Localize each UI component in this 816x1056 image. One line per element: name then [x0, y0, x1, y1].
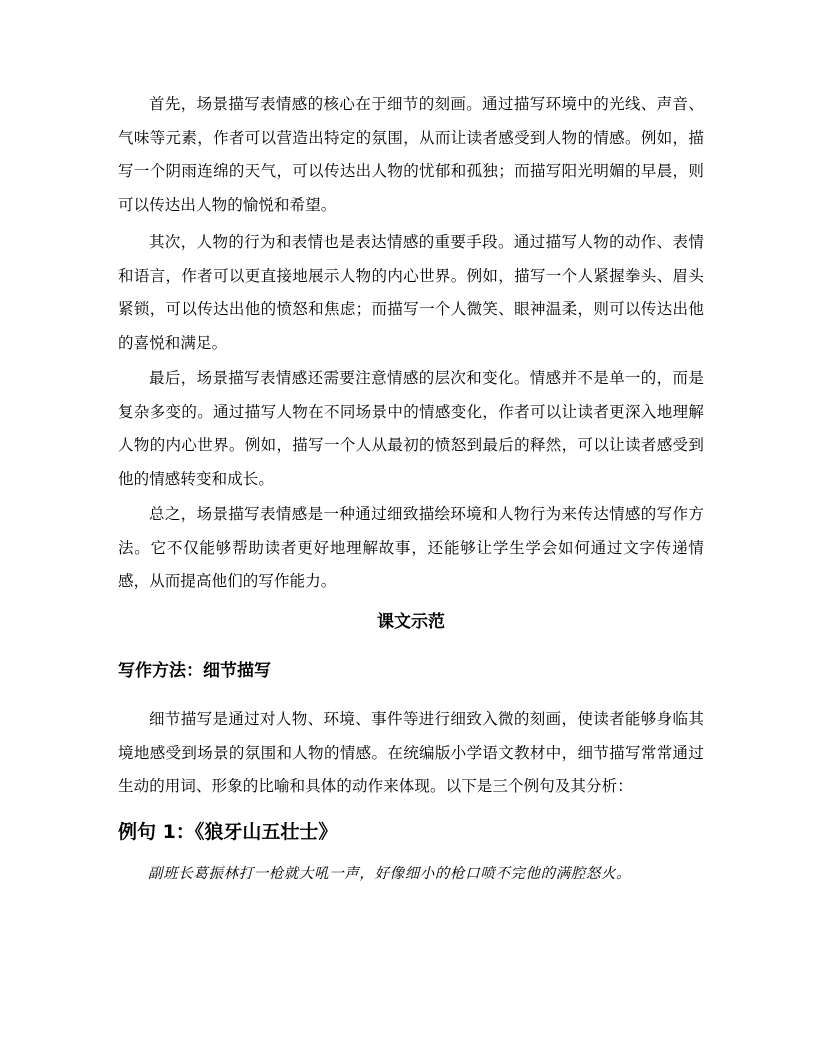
example-title: 例句 1：《狼牙山五壮士》 — [118, 821, 338, 843]
paragraph-detail-environment: 首先，场景描写表情感的核心在于细节的刻画。通过描写环境中的光线、声音、气味等元素，作者可以营造出特定的氛围，从而让读者感受到人物的情感。例如，描写一个阴雨连绵的天气，可以传达出人物的忧郁和孤独；而描写阳光明媚的早晨，则可以传达出人物的愉悦和希望。 — [118, 95, 704, 214]
method-title: 写作方法：细节描写 — [118, 661, 271, 681]
example-quote: 副班长葛振林打一枪就大吼一声，好像细小的枪口喷不完他的满腔怒火。 — [148, 866, 632, 882]
paragraph-conclusion: 总之，场景描写表情感是一种通过细致描绘环境和人物行为来传达情感的写作方法。它不仅能够帮助读者更好地理解故事，还能够让学生学会如何通过文字传递情感，从而提高他们的写作能力。 — [118, 505, 704, 590]
paragraph-character-behavior: 其次，人物的行为和表情也是表达情感的重要手段。通过描写人物的动作、表情和语言，作者可以更直接地展示人物的内心世界。例如，描写一个人紧握拳头、眉头紧锁，可以传达出他的愤怒和焦虑；而描写一个人微笑、眼神温柔，则可以传达出他的喜悦和满足。 — [118, 233, 704, 352]
paragraph-emotion-layers: 最后，场景描写表情感还需要注意情感的层次和变化。情感并不是单一的，而是复杂多变的。通过描写人物在不同场景中的情感变化，作者可以让读者更深入地理解人物的内心世界。例如，描写一个人从最初的愤怒到最后的释然，可以让读者感受到他的情感转变和成长。 — [118, 369, 704, 488]
method-description: 细节描写是通过对人物、环境、事件等进行细致入微的刻画，使读者能够身临其境地感受到场景的氛围和人物的情感。在统编版小学语文教材中，细节描写常常通过生动的用词、形象的比喻和具体的动作来体现。以下是三个例句及其分析： — [118, 710, 704, 795]
section-title: 课文示范 — [377, 612, 445, 632]
